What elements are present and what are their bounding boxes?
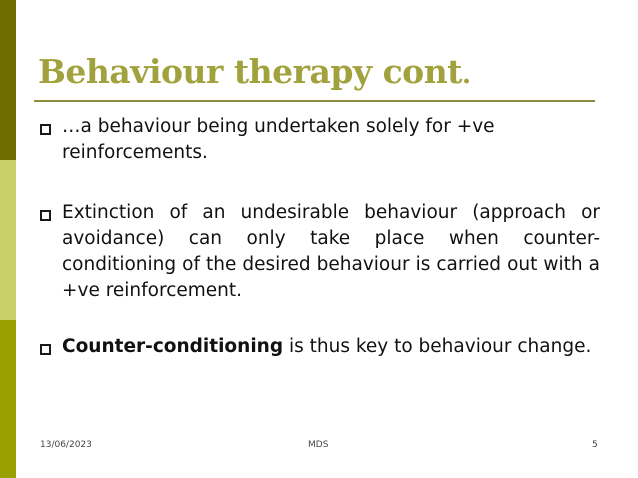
bullet-text: …a behaviour being undertaken solely for +ve reinforcements.	[62, 116, 495, 163]
left-stripe-top	[0, 0, 16, 160]
slide-title-text: Behaviour therapy cont	[38, 52, 462, 91]
slide-title-dot: .	[461, 60, 471, 90]
square-bullet-icon	[40, 210, 51, 221]
footer-author: MDS	[308, 440, 329, 450]
footer-date: 13/06/2023	[40, 440, 92, 450]
bullet-bold-term: Counter-conditioning	[62, 336, 284, 357]
bullet-text-rest: is thus key to behaviour change.	[283, 336, 592, 357]
footer-page-number: 5	[592, 440, 598, 450]
left-stripe-bottom	[0, 320, 16, 478]
bullet-text: Extinction of an undesirable behaviour (approach or avoidance) can only take place when counter-conditioning of the desired behaviour is carried out with a +ve reinforcement.	[62, 202, 600, 301]
bullet-text	[62, 334, 600, 360]
square-bullet-icon	[40, 344, 51, 355]
slide-title	[38, 52, 471, 91]
square-bullet-icon	[40, 124, 51, 135]
title-divider	[34, 100, 595, 102]
left-stripe-middle	[0, 160, 16, 320]
